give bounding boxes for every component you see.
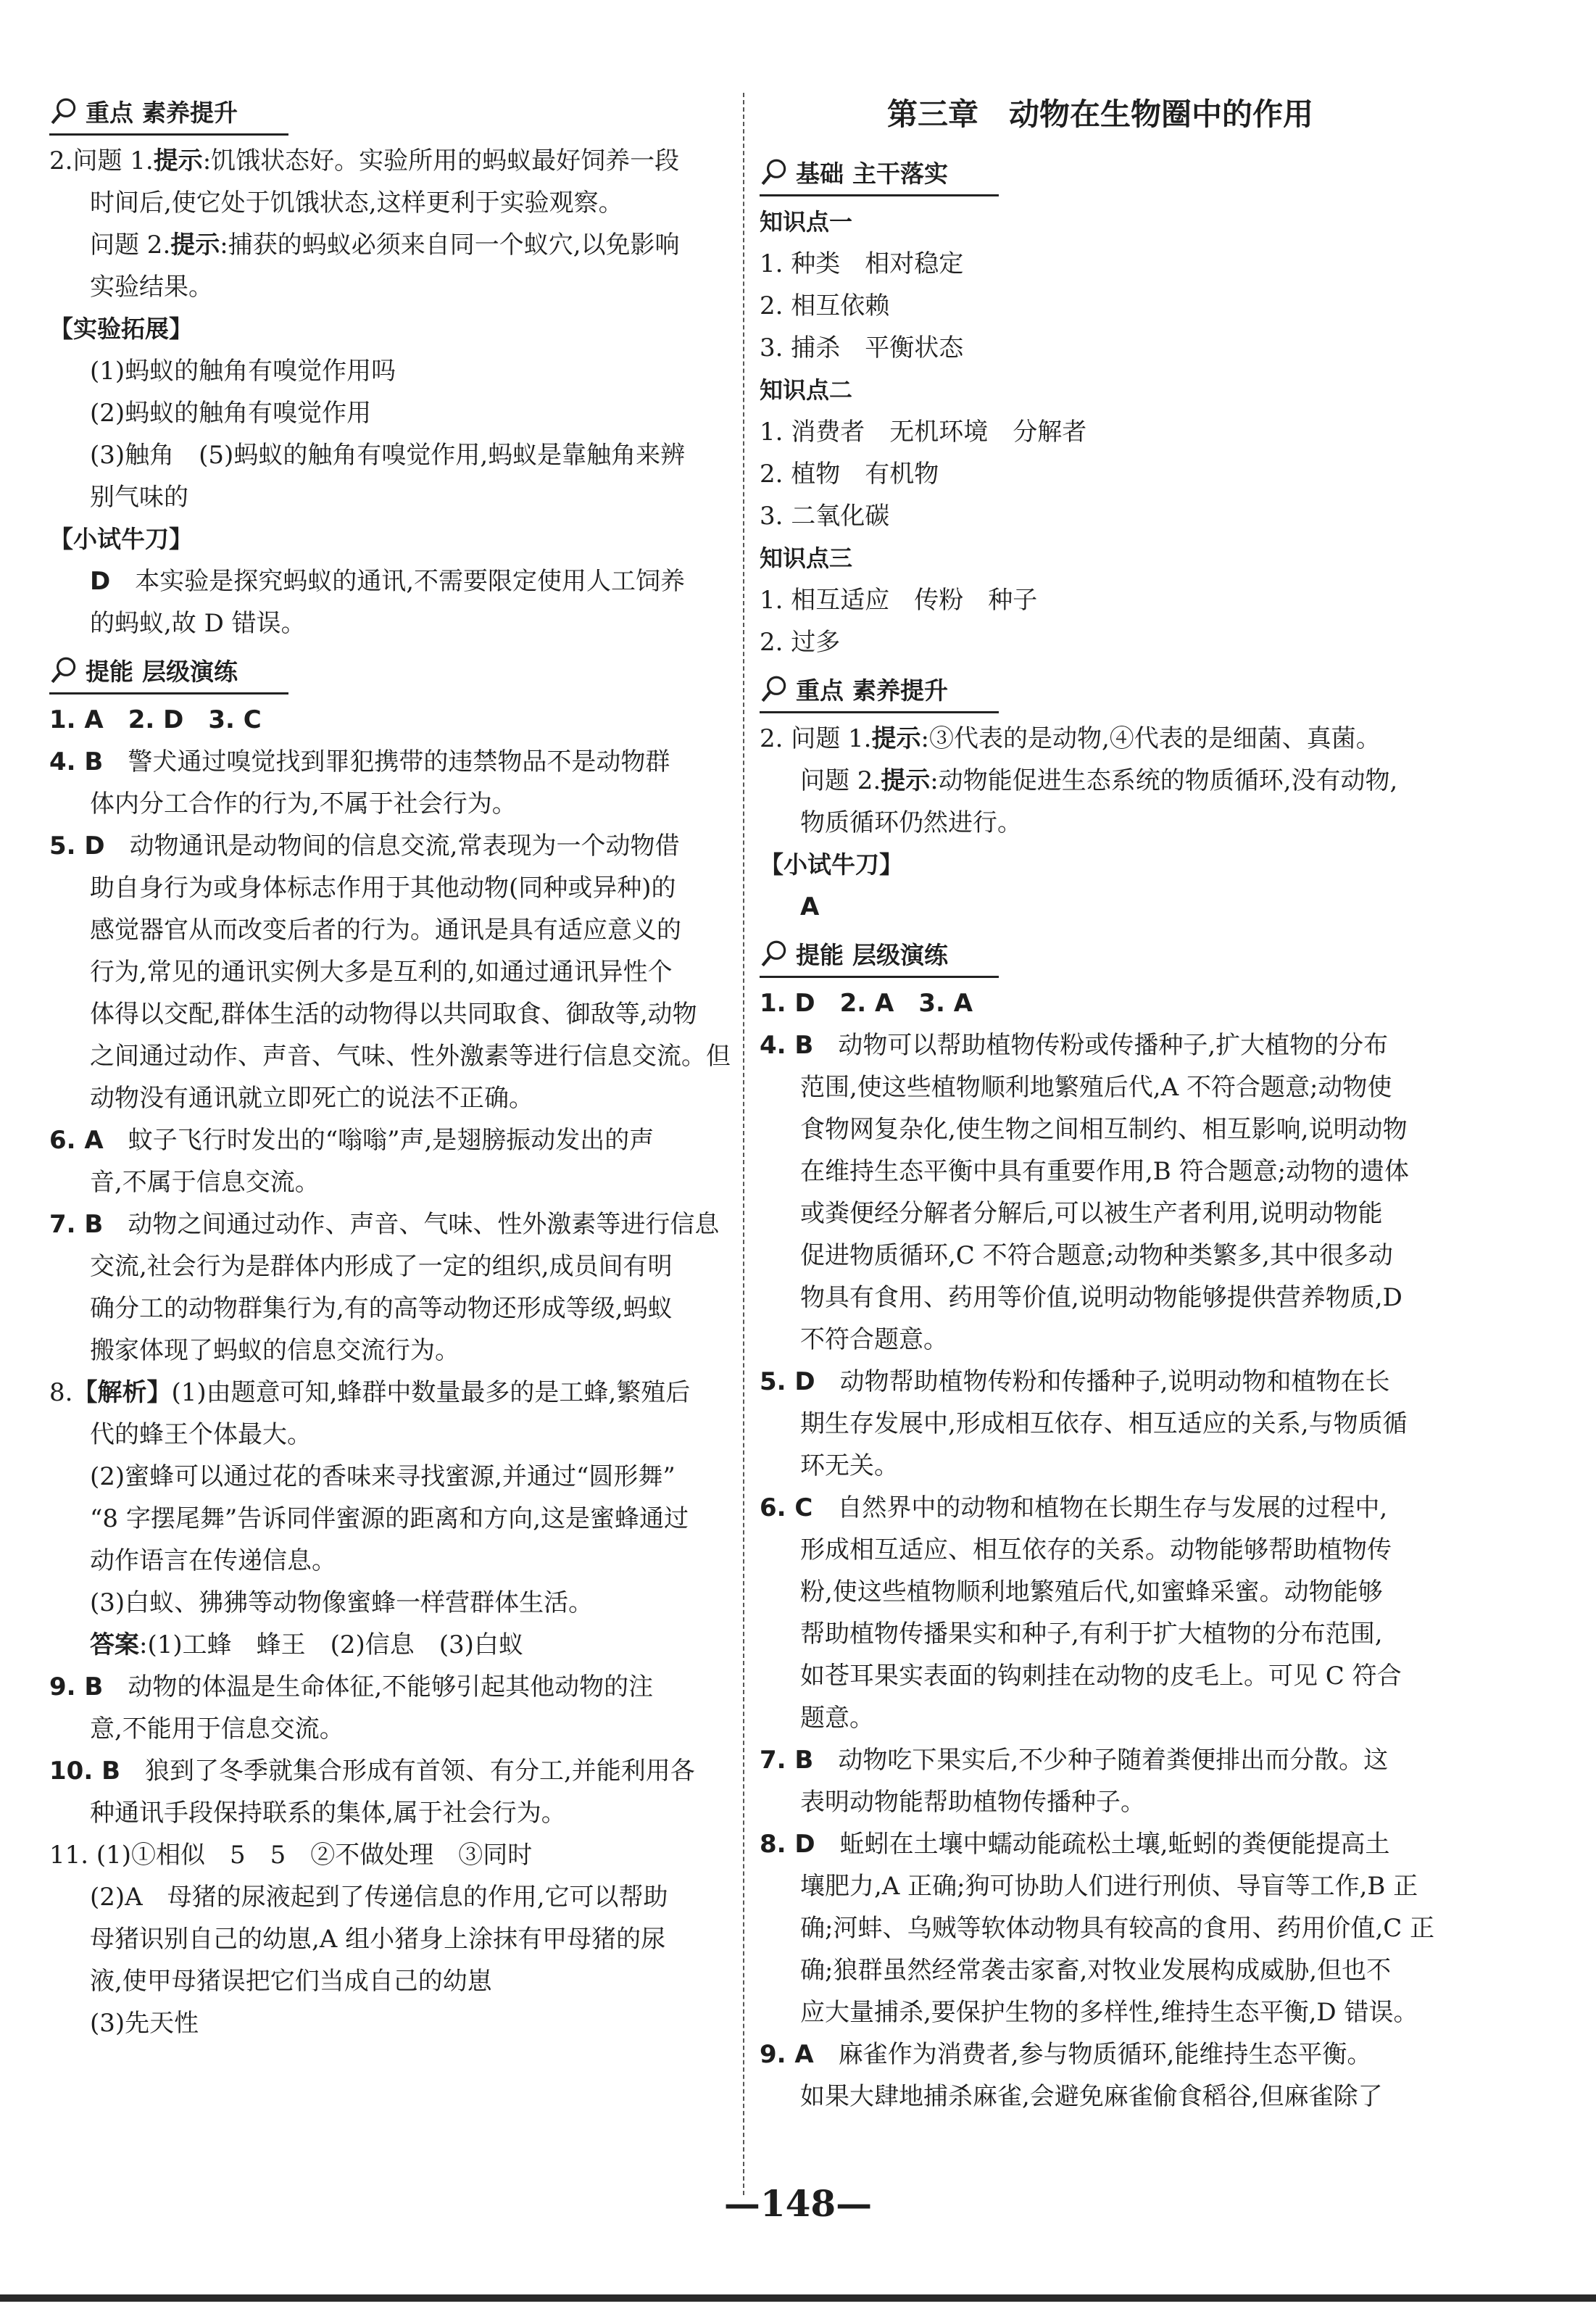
answer-line: 9. B 动物的体温是生命体征,不能够引起其他动物的注: [49, 1672, 654, 1701]
experiment-extension-heading: 【实验拓展】: [49, 315, 193, 343]
answer-line: 范围,使这些植物顺利地繁殖后代,A 不符合题意;动物使: [800, 1073, 1392, 1102]
answer-line: 2.问题 1.提示:饥饿状态好。实验所用的蚂蚁最好饲养一段: [49, 146, 680, 175]
left-column: [49, 86, 731, 2044]
magnifier-icon: [49, 655, 80, 685]
answer-line: 5. D 动物通讯是动物间的信息交流,常表现为一个动物借: [49, 832, 680, 861]
answer-line: 11. (1)①相似 5 5 ②不做处理 ③同时: [49, 1841, 533, 1870]
answer-line: 壤肥力,A 正确;狗可协助人们进行刑侦、导盲等工作,B 正: [800, 1872, 1418, 1901]
page-number: —148—: [723, 2182, 873, 2225]
magnifier-icon: [760, 157, 790, 187]
answer-line: 交流,社会行为是群体内形成了一定的组织,成员间有明: [90, 1252, 673, 1281]
right-column: [760, 86, 1441, 2118]
answer-line: 代的蜂王个体最大。: [90, 1420, 312, 1449]
answer-line: 之间通过动作、声音、气味、性外激素等进行信息交流。但: [90, 1042, 731, 1071]
answer-line: (3)白蚁、狒狒等动物像蜜蜂一样营群体生活。: [90, 1588, 594, 1617]
answer-line: 题意。: [800, 1704, 874, 1733]
answer-line: 不符合题意。: [800, 1325, 948, 1354]
quick-try-heading: 【小试牛刀】: [760, 850, 903, 879]
answer-line: 问题 2.提示:捕获的蚂蚁必须来自同一个蚁穴,以免影响: [90, 231, 680, 260]
magnifier-icon: [49, 96, 80, 126]
section-label: 基础: [796, 159, 844, 188]
answer-line: 2. 相互依赖: [760, 291, 890, 320]
answer-line: 1. 消费者 无机环境 分解者: [760, 418, 1087, 447]
answer-line: 7. B 动物之间通过动作、声音、气味、性外激素等进行信息: [49, 1210, 720, 1239]
answer-line: 体得以交配,群体生活的动物得以共同取食、御敌等,动物: [90, 1000, 697, 1029]
answer-line: 4. B 动物可以帮助植物传粉或传播种子,扩大植物的分布: [760, 1031, 1389, 1060]
answer-line: 行为,常见的通讯实例大多是互利的,如通过通讯异性个: [90, 958, 673, 987]
answer-line: 感觉器官从而改变后者的行为。通讯是具有适应意义的: [90, 916, 681, 945]
answer-line: 8.【解析】(1)由题意可知,蜂群中数量最多的是工蜂,繁殖后: [49, 1378, 691, 1407]
answer-line: 6. C 自然界中的动物和植物在长期生存与发展的过程中,: [760, 1493, 1388, 1522]
answer-line: 1. 种类 相对稳定: [760, 249, 964, 278]
answer-line: 4. B 警犬通过嗅觉找到罪犯携带的违禁物品不是动物群: [49, 747, 670, 776]
answer-line: 助自身行为或身体标志作用于其他动物(同种或异种)的: [90, 874, 676, 903]
magnifier-icon: [760, 673, 790, 704]
answer-line: 动物没有通讯就立即死亡的说法不正确。: [90, 1084, 533, 1113]
answer-line: 如果大肆地捕杀麻雀,会避免麻雀偷食稻谷,但麻雀除了: [800, 2082, 1383, 2111]
section-header-practice: [760, 931, 999, 978]
quick-try-heading: 【小试牛刀】: [49, 525, 193, 553]
section-header-key-improvement: [760, 666, 999, 713]
answer-line: 实验结果。: [90, 273, 213, 302]
answer-line: 体内分工合作的行为,不属于社会行为。: [90, 789, 517, 818]
answer-line: 食物网复杂化,使生物之间相互制约、相互影响,说明动物: [800, 1115, 1408, 1144]
answer-line: 1. D 2. A 3. A: [760, 989, 973, 1018]
answer-line: 动作语言在传递信息。: [90, 1546, 336, 1575]
footer-band: [0, 2294, 1596, 2302]
answer-line: 2. 问题 1.提示:③代表的是动物,④代表的是细菌、真菌。: [760, 724, 1381, 753]
answer-line: 1. 相互适应 传粉 种子: [760, 586, 1038, 615]
answer-line: 2. 植物 有机物: [760, 460, 939, 489]
answer-line: (1)蚂蚁的触角有嗅觉作用吗: [90, 357, 396, 386]
answer-line: 或粪便经分解者分解后,可以被生产者利用,说明动物能: [800, 1199, 1383, 1228]
answer-line: 9. A 麻雀作为消费者,参与物质循环,能维持生态平衡。: [760, 2040, 1372, 2069]
answer-line: 促进物质循环,C 不符合题意;动物种类繁多,其中很多动: [800, 1241, 1393, 1270]
answer-line: 表明动物能帮助植物传播种子。: [800, 1788, 1145, 1817]
answer-line: 别气味的: [90, 483, 188, 512]
answer-line: 粉,使这些植物顺利地繁殖后代,如蜜蜂采蜜。动物能够: [800, 1577, 1383, 1606]
chapter-title: 第三章 动物在生物圈中的作用: [886, 96, 1313, 132]
section-label: 重点: [796, 676, 844, 705]
section-label: 提能: [86, 657, 133, 686]
section-header-practice: [49, 647, 288, 694]
answer-line: 意,不能用于信息交流。: [90, 1714, 344, 1743]
answer-line: 种通讯手段保持联系的集体,属于社会行为。: [90, 1799, 566, 1828]
section-label: 重点: [86, 98, 133, 127]
section-sublabel: 素养提升: [852, 676, 948, 705]
knowledge-point-heading: 知识点一: [760, 208, 853, 236]
answer-line: 音,不属于信息交流。: [90, 1168, 320, 1197]
answer-line: (2)A 母猪的尿液起到了传递信息的作用,它可以帮助: [90, 1883, 668, 1912]
knowledge-point-heading: 知识点三: [760, 544, 853, 572]
section-label: 提能: [796, 940, 844, 969]
answer-line: 问题 2.提示:动物能促进生态系统的物质循环,没有动物,: [800, 766, 1398, 795]
answer-line: 在维持生态平衡中具有重要作用,B 符合题意;动物的遗体: [800, 1157, 1410, 1186]
answer-line: 6. A 蚊子飞行时发出的“嗡嗡”声,是翅膀振动发出的声: [49, 1126, 654, 1155]
section-sublabel: 层级演练: [142, 657, 238, 686]
section-header-key-improvement: [49, 88, 288, 136]
answer-line: 确分工的动物群集行为,有的高等动物还形成等级,蚂蚁: [90, 1294, 673, 1323]
knowledge-point-heading: 知识点二: [760, 376, 853, 404]
column-divider: [743, 93, 744, 2195]
answer-line: D 本实验是探究蚂蚁的通讯,不需要限定使用人工饲养: [90, 567, 686, 596]
answer-line: 10. B 狼到了冬季就集合形成有首领、有分工,并能利用各: [49, 1757, 695, 1786]
answer-line: 母猪识别自己的幼崽,A 组小猪身上涂抹有甲母猪的尿: [90, 1925, 666, 1954]
answer-line: (3)先天性: [90, 2009, 199, 2038]
section-sublabel: 素养提升: [142, 98, 238, 127]
answer-line: “8 字摆尾舞”告诉同伴蜜源的距离和方向,这是蜜蜂通过: [90, 1504, 689, 1533]
answer-line: 环无关。: [800, 1451, 899, 1480]
answer-line: 3. 捕杀 平衡状态: [760, 333, 964, 362]
answer-line: 3. 二氧化碳: [760, 502, 890, 531]
answer-line: 物质循环仍然进行。: [800, 808, 1022, 837]
answer-line: 形成相互适应、相互依存的关系。动物能够帮助植物传: [800, 1535, 1392, 1564]
answer-line: 期生存发展中,形成相互依存、相互适应的关系,与物质循: [800, 1409, 1408, 1438]
section-sublabel: 主干落实: [852, 159, 948, 188]
answer-line: 帮助植物传播果实和种子,有利于扩大植物的分布范围,: [800, 1620, 1383, 1649]
magnifier-icon: [760, 938, 790, 969]
answer-line: 确;狼群虽然经常袭击家畜,对牧业发展构成威胁,但也不: [800, 1956, 1392, 1985]
answer-line: (3)触角 (5)蚂蚁的触角有嗅觉作用,蚂蚁是靠触角来辨: [90, 441, 686, 470]
answer-line: 搬家体现了蚂蚁的信息交流行为。: [90, 1336, 460, 1365]
answer-line: 2. 过多: [760, 628, 841, 657]
answer-line: 7. B 动物吃下果实后,不少种子随着粪便排出而分散。这: [760, 1746, 1389, 1775]
answer-line: 1. A 2. D 3. C: [49, 705, 262, 734]
section-sublabel: 层级演练: [852, 940, 948, 969]
answer-line: A: [800, 892, 820, 921]
answer-line: 物具有食用、药用等价值,说明动物能够提供营养物质,D: [800, 1283, 1402, 1312]
answer-line: 的蚂蚁,故 D 错误。: [90, 609, 306, 638]
answer-line: 液,使甲母猪误把它们当成自己的幼崽: [90, 1967, 492, 1996]
answer-line: 确;河蚌、乌贼等软体动物具有较高的食用、药用价值,C 正: [800, 1914, 1435, 1943]
section-header-basics: [760, 149, 999, 196]
answer-line: 时间后,使它处于饥饿状态,这样更利于实验观察。: [90, 188, 623, 217]
answer-line: 如苍耳果实表面的钩刺挂在动物的皮毛上。可见 C 符合: [800, 1662, 1402, 1691]
answer-line: 答案:(1)工蜂 蜂王 (2)信息 (3)白蚁: [90, 1630, 523, 1659]
answer-line: 5. D 动物帮助植物传粉和传播种子,说明动物和植物在长: [760, 1367, 1390, 1396]
answer-line: (2)蚂蚁的触角有嗅觉作用: [90, 399, 372, 428]
answer-line: 应大量捕杀,要保护生物的多样性,维持生态平衡,D 错误。: [800, 1998, 1418, 2027]
answer-line: (2)蜜蜂可以通过花的香味来寻找蜜源,并通过“圆形舞”: [90, 1462, 676, 1491]
answer-line: 8. D 蚯蚓在土壤中蠕动能疏松土壤,蚯蚓的粪便能提高土: [760, 1830, 1390, 1859]
